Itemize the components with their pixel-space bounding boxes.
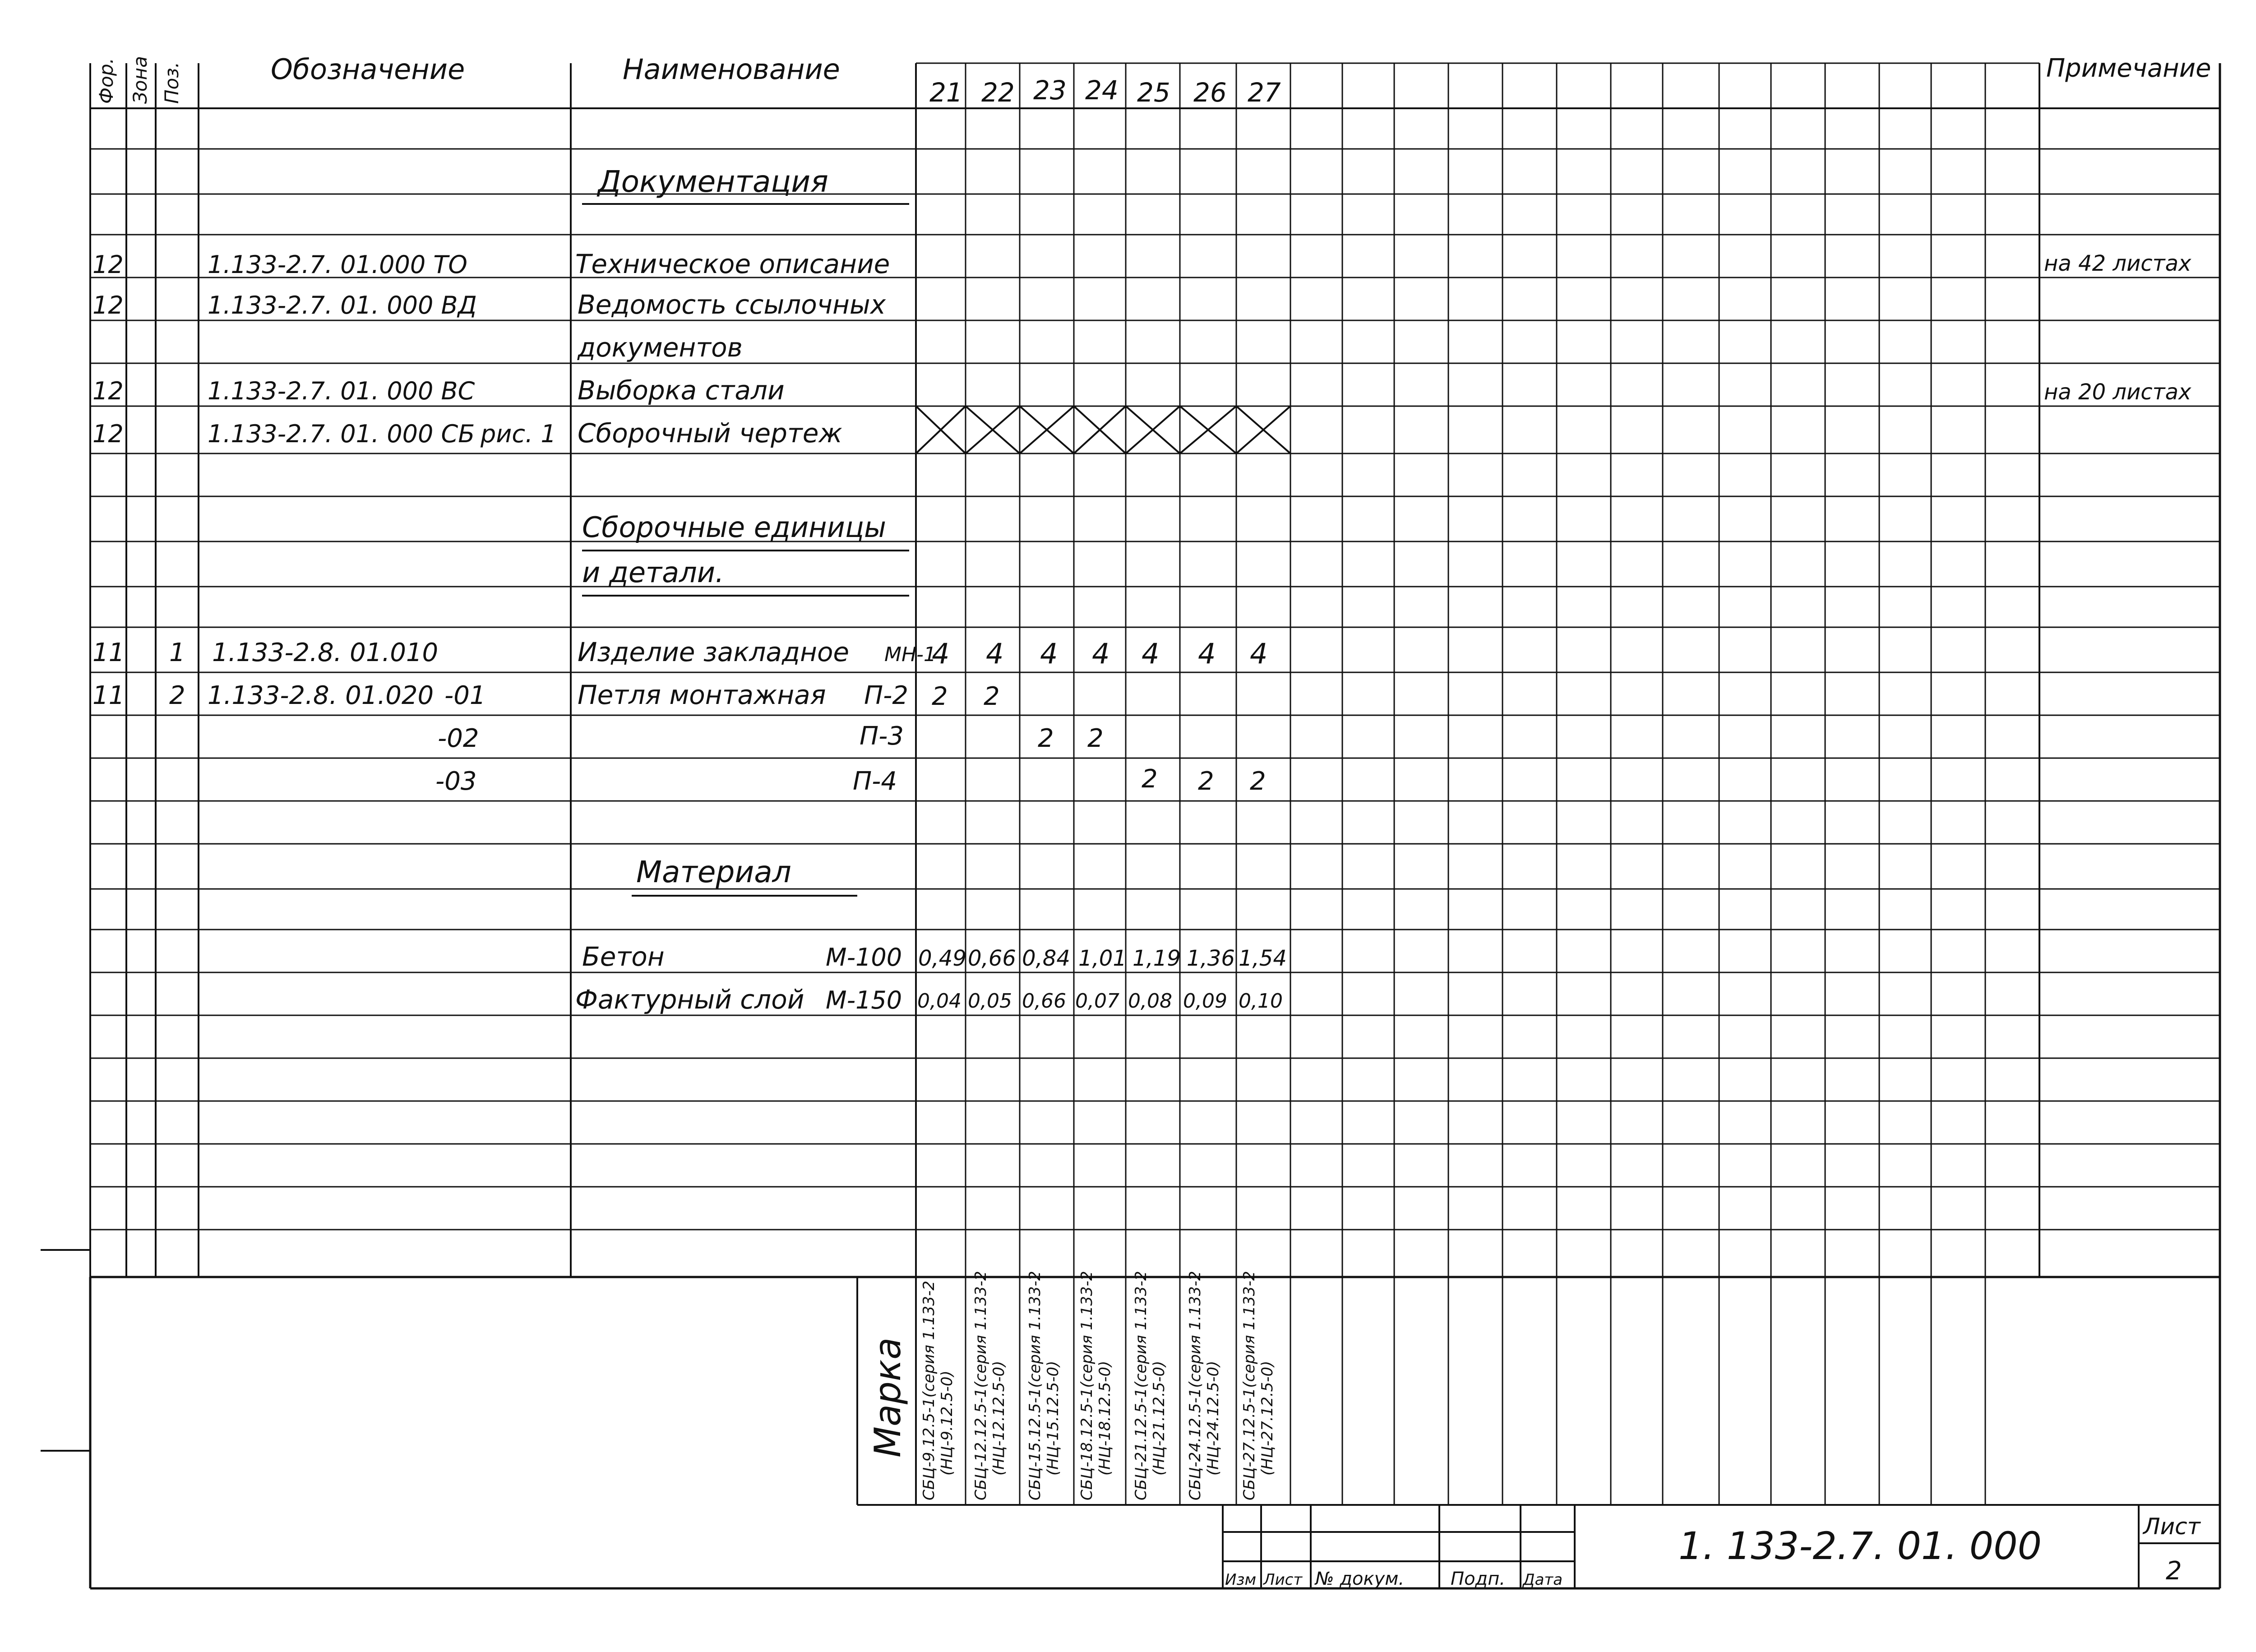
row-designation: 1.133-2.7. 01.000 ТО [208, 250, 467, 279]
title-sheet-col: Лист [1263, 1571, 1303, 1589]
quantity-cell: 4 [1250, 637, 1268, 670]
row-suffix: -02 [438, 724, 479, 753]
row-designation: 1.133-2.8. 01.010 [212, 638, 439, 667]
quantity-cell: 2 [984, 682, 1000, 711]
row-mark: МН-1 [884, 643, 936, 666]
mark-line1: СБЦ-15.12.5-1(серия 1.133-2 [1026, 1271, 1044, 1500]
title-block [1225, 1513, 2201, 1589]
row-position: 2 [169, 681, 185, 710]
quantity-cell: 0,10 [1239, 990, 1283, 1013]
quantity-cell: 0,05 [968, 990, 1012, 1013]
quantity-cell: 4 [1040, 637, 1058, 670]
row-name: Петля монтажная [578, 680, 826, 710]
mark-line2: (НЦ-9.12.5-0) [938, 1370, 956, 1476]
table-row [438, 722, 1104, 753]
quantity-cell: 2 [1038, 724, 1054, 753]
row-name: Выборка стали [578, 375, 785, 406]
marks-label: Марка [867, 1337, 909, 1458]
quantity-cell: 4 [1142, 637, 1160, 670]
row-name: Фактурный слой [575, 984, 804, 1015]
section-documentation: Документация [598, 164, 828, 199]
mark-line1: СБЦ-21.12.5-1(серия 1.133-2 [1132, 1271, 1150, 1500]
section-material: Материал [636, 855, 791, 889]
mark-line2: (НЦ-18.12.5-0) [1096, 1360, 1114, 1476]
variant-number: 27 [1248, 77, 1281, 108]
quantity-cell: 0,07 [1075, 990, 1119, 1013]
sheet-number: 2 [2166, 1556, 2182, 1586]
quantity-cell: 0,84 [1022, 946, 1070, 971]
mark-line2: (НЦ-21.12.5-0) [1150, 1360, 1168, 1476]
quantity-cell: 1,01 [1078, 946, 1127, 971]
row-designation: 1.133-2.7. 01. 000 СБ [208, 420, 475, 448]
row-name: Техническое описание [575, 249, 890, 279]
quantity-cell: 2 [1198, 767, 1214, 796]
quantity-cell: 2 [932, 682, 948, 711]
variant-number: 21 [929, 77, 963, 108]
row-format: 12 [92, 250, 124, 279]
quantity-cell: 0,66 [968, 946, 1016, 971]
quantity-cell: 1,36 [1187, 946, 1235, 971]
mark-line2: (НЦ-15.12.5-0) [1044, 1360, 1062, 1476]
table-row [92, 637, 1267, 670]
row-format: 12 [92, 420, 124, 448]
row-suffix: -03 [435, 767, 477, 796]
row-quantities [1142, 764, 1266, 796]
header-note: Примечание [2046, 54, 2211, 83]
row-name: Сборочный чертеж [578, 418, 842, 449]
quantity-cell: 4 [1092, 637, 1110, 670]
table-header [95, 53, 2211, 108]
variant-numbers [929, 75, 1281, 108]
header-name: Наименование [623, 53, 840, 86]
quantity-cell: 0,09 [1183, 990, 1227, 1013]
quantity-cell: 4 [986, 637, 1004, 670]
row-figure: рис. 1 [481, 420, 556, 448]
variant-number: 23 [1033, 75, 1067, 106]
header-position: Поз. [161, 62, 183, 104]
quantity-cell: 0,66 [1022, 990, 1066, 1013]
row-designation: 1.133-2.7. 01. 000 ВД [208, 291, 477, 319]
header-zone: Зона [129, 56, 151, 104]
section-assembly-units: Сборочные единицы [582, 511, 887, 544]
variant-number: 24 [1085, 75, 1119, 106]
quantity-cell: 2 [1250, 767, 1266, 796]
section-assembly-units-2: и детали. [582, 556, 724, 589]
mark-line2: (НЦ-27.12.5-0) [1258, 1360, 1276, 1476]
mark-line1: СБЦ-18.12.5-1(серия 1.133-2 [1078, 1271, 1096, 1500]
title-change: Изм [1225, 1571, 1257, 1589]
row-quantities [932, 637, 1267, 670]
table-row [92, 375, 2191, 406]
row-designation: 1.133-2.7. 01. 000 ВС [208, 377, 475, 405]
table-row [582, 941, 1287, 972]
quantity-cell: 4 [932, 637, 950, 670]
row-note: на 20 листах [2044, 379, 2191, 405]
table-row [92, 680, 1000, 711]
variant-number: 22 [981, 77, 1015, 108]
row-designation: 1.133-2.8. 01.020 [208, 681, 434, 710]
sheet-label: Лист [2143, 1513, 2201, 1540]
document-designation: 1. 133-2.7. 01. 000 [1678, 1524, 2042, 1568]
row-suffix: -01 [444, 681, 486, 710]
mark-line2: (НЦ-12.12.5-0) [990, 1360, 1008, 1476]
header-designation: Обозначение [271, 53, 465, 86]
mark-line1: СБЦ-27.12.5-1(серия 1.133-2 [1240, 1271, 1258, 1500]
title-signature: Подп. [1451, 1569, 1506, 1589]
row-name: Изделие закладное [578, 637, 850, 667]
quantity-cell: 0,49 [918, 946, 966, 971]
quantity-cell: 4 [1198, 637, 1216, 670]
variant-number: 26 [1193, 77, 1227, 108]
marks-block [867, 1271, 1276, 1500]
row-mark: П-3 [860, 722, 904, 751]
mark-line1: СБЦ-24.12.5-1(серия 1.133-2 [1186, 1271, 1204, 1500]
row-note: на 42 листах [2044, 251, 2191, 276]
margin-marks [41, 1250, 90, 1451]
row-name: Бетон [582, 941, 665, 972]
row-quantities [1038, 724, 1104, 753]
table-row [92, 249, 2191, 279]
quantity-cell: 0,04 [917, 990, 962, 1013]
title-doc-number: № докум. [1315, 1569, 1405, 1589]
mark-line1: СБЦ-12.12.5-1(серия 1.133-2 [972, 1271, 990, 1500]
mark-line1: СБЦ-9.12.5-1(серия 1.133-2 [920, 1281, 938, 1500]
table-row [92, 289, 886, 363]
table-row [92, 418, 842, 449]
row-mark: П-2 [864, 681, 908, 710]
row-mark: П-4 [853, 767, 897, 796]
quantity-cell: 1,19 [1133, 946, 1181, 971]
row-position: 1 [169, 638, 185, 667]
row-quantities [917, 990, 1283, 1013]
quantity-cell: 2 [1142, 764, 1158, 794]
row-format: 11 [92, 638, 125, 667]
row-name: Ведомость ссылочных [578, 289, 886, 320]
row-format: 11 [92, 681, 125, 710]
variant-number: 25 [1137, 77, 1170, 108]
quantity-cell: 2 [1087, 724, 1104, 753]
table-row [575, 984, 1283, 1015]
mark-line2: (НЦ-24.12.5-0) [1204, 1360, 1222, 1476]
row-format: 12 [92, 291, 124, 319]
row-format: 12 [92, 377, 124, 405]
row-name-continued: документов [578, 332, 743, 363]
quantity-cell: 0,08 [1128, 990, 1172, 1013]
row-grade: М-150 [826, 986, 902, 1014]
row-grade: М-100 [826, 943, 902, 972]
header-format: Фор. [95, 58, 117, 104]
table-row [435, 764, 1266, 796]
title-date: Дата [1523, 1571, 1563, 1589]
quantity-cell: 1,54 [1239, 946, 1287, 971]
row-quantities [918, 946, 1287, 971]
